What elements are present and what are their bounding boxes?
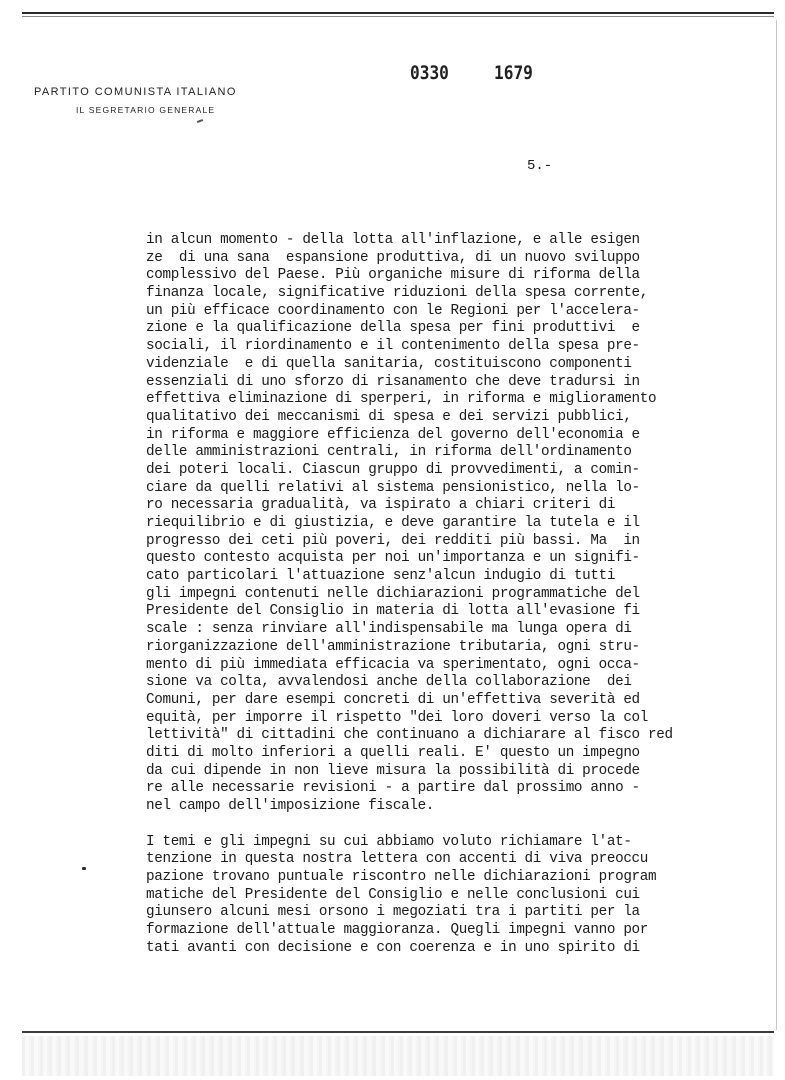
text-line: complessivo del Paese. Più organiche misure di riforma della [146, 267, 640, 284]
text-line: qualitativo dei meccanismi di spesa e dei servizi pubblici, [146, 408, 632, 425]
top-border-thin-line [22, 16, 774, 17]
text-line: gli impegni contenuti nelle dichiarazioni programmatiche del [146, 585, 640, 602]
text-line: equità, per imporre il rispetto "dei loro doveri verso la col [146, 709, 649, 726]
text-line: ro necessaria gradualità, va ispirato a chiari criteri di [146, 497, 616, 514]
text-line: tati avanti con decisione e con coerenza e in uno spirito di [146, 939, 640, 956]
page-number: 5.- [527, 158, 553, 174]
text-line: delle amministrazioni centrali, in riforma dell'ordinamento [146, 444, 632, 461]
text-line: giunsero alcuni mesi orsono i megoziati tra i partiti per la [146, 904, 640, 921]
bottom-border-line [22, 1031, 774, 1033]
text-line: finanza locale, significative riduzioni della spesa corrente, [146, 285, 649, 302]
page-edge [776, 20, 777, 1030]
text-line: progresso dei ceti più poveri, dei redditi più bassi. Ma in [146, 532, 640, 549]
letterhead-organization: PARTITO COMUNISTA ITALIANO [34, 86, 237, 98]
text-line: essenziali di uno sforzo di risanamento che deve tradursi in [146, 373, 640, 390]
text-line: ciare da quelli relativi al sistema pensionistico, nella lo- [146, 479, 640, 496]
archive-stamp-number: 0330 [410, 62, 449, 84]
text-line: da cui dipende in non lieve misura la possibilità di procede [146, 762, 640, 779]
text-line: cato particolari l'attuazione senz'alcun indugio di tutti [146, 568, 616, 585]
text-line: pazione trovano puntuale riscontro nelle dichiarazioni program [146, 869, 657, 886]
text-line: sione va colta, avvalendosi anche della collaborazione dei [146, 674, 632, 691]
text-line: re alle necessarie revisioni - a partire dal prossimo anno - [146, 780, 640, 797]
text-line: Comuni, per dare esempi concreti di un'effettiva severità ed [146, 691, 640, 708]
text-line: matiche del Presidente del Consiglio e nelle conclusioni cui [146, 886, 640, 903]
text-line: diti di molto inferiori a quelli reali. E' questo un impegno [146, 744, 640, 761]
text-line: riequilibrio e di giustizia, e deve garantire la tutela e il [146, 515, 640, 531]
text-line: lettività" di cittadini che continuano a dichiarare al fisco red [146, 727, 673, 744]
top-border-line [22, 12, 774, 14]
text-line: un più efficace coordinamento con le Regioni per l'accelera- [146, 302, 640, 319]
text-line: tenzione in questa nostra lettera con accenti di viva preoccu [146, 851, 649, 868]
text-line: Presidente del Consiglio in materia di lotta all'evasione fi [146, 603, 640, 620]
text-line: questo contesto acquista per noi un'importanza e un signifi- [146, 550, 640, 567]
archive-stamp-sequence: 1679 [494, 62, 533, 84]
text-line: videnziale e di quella sanitaria, costituiscono componenti [146, 355, 632, 372]
pen-mark [197, 119, 203, 123]
letter-body [146, 232, 746, 958]
text-line: zione e la qualificazione della spesa per fini produttivi e [146, 320, 640, 337]
paragraph-1 [146, 232, 746, 816]
paragraph-2 [146, 834, 746, 958]
text-line: in riforma e maggiore efficienza del governo dell'economia e [146, 426, 640, 443]
margin-mark [82, 867, 86, 870]
text-line: dei poteri locali. Ciascun gruppo di provvedimenti, a comin- [146, 461, 640, 478]
text-line: formazione dell'attuale maggioranza. Quegli impegni vanno por [146, 922, 649, 939]
text-line: effettiva eliminazione di sperperi, in riforma e miglioramento [146, 391, 657, 408]
text-line: scale : senza rinviare all'indispensabile ma lunga opera di [146, 621, 632, 638]
text-line: riorganizzazione dell'amministrazione tributaria, ogni stru- [146, 638, 640, 655]
scan-edge-texture [22, 1036, 774, 1076]
text-line: ze di una sana espansione produttiva, di un nuovo sviluppo [146, 249, 640, 266]
text-line: sociali, il riordinamento e il contenimento della spesa pre- [146, 338, 640, 355]
text-line: mento di più immediata efficacia va sperimentato, ogni occa- [146, 656, 640, 673]
letterhead-role: IL SEGRETARIO GENERALE [76, 105, 216, 115]
text-line: nel campo dell'imposizione fiscale. [146, 798, 435, 814]
text-line: in alcun momento - della lotta all'inflazione, e alle esigen [146, 232, 640, 248]
text-line: I temi e gli impegni su cui abbiamo voluto richiamare l'at- [146, 833, 632, 850]
